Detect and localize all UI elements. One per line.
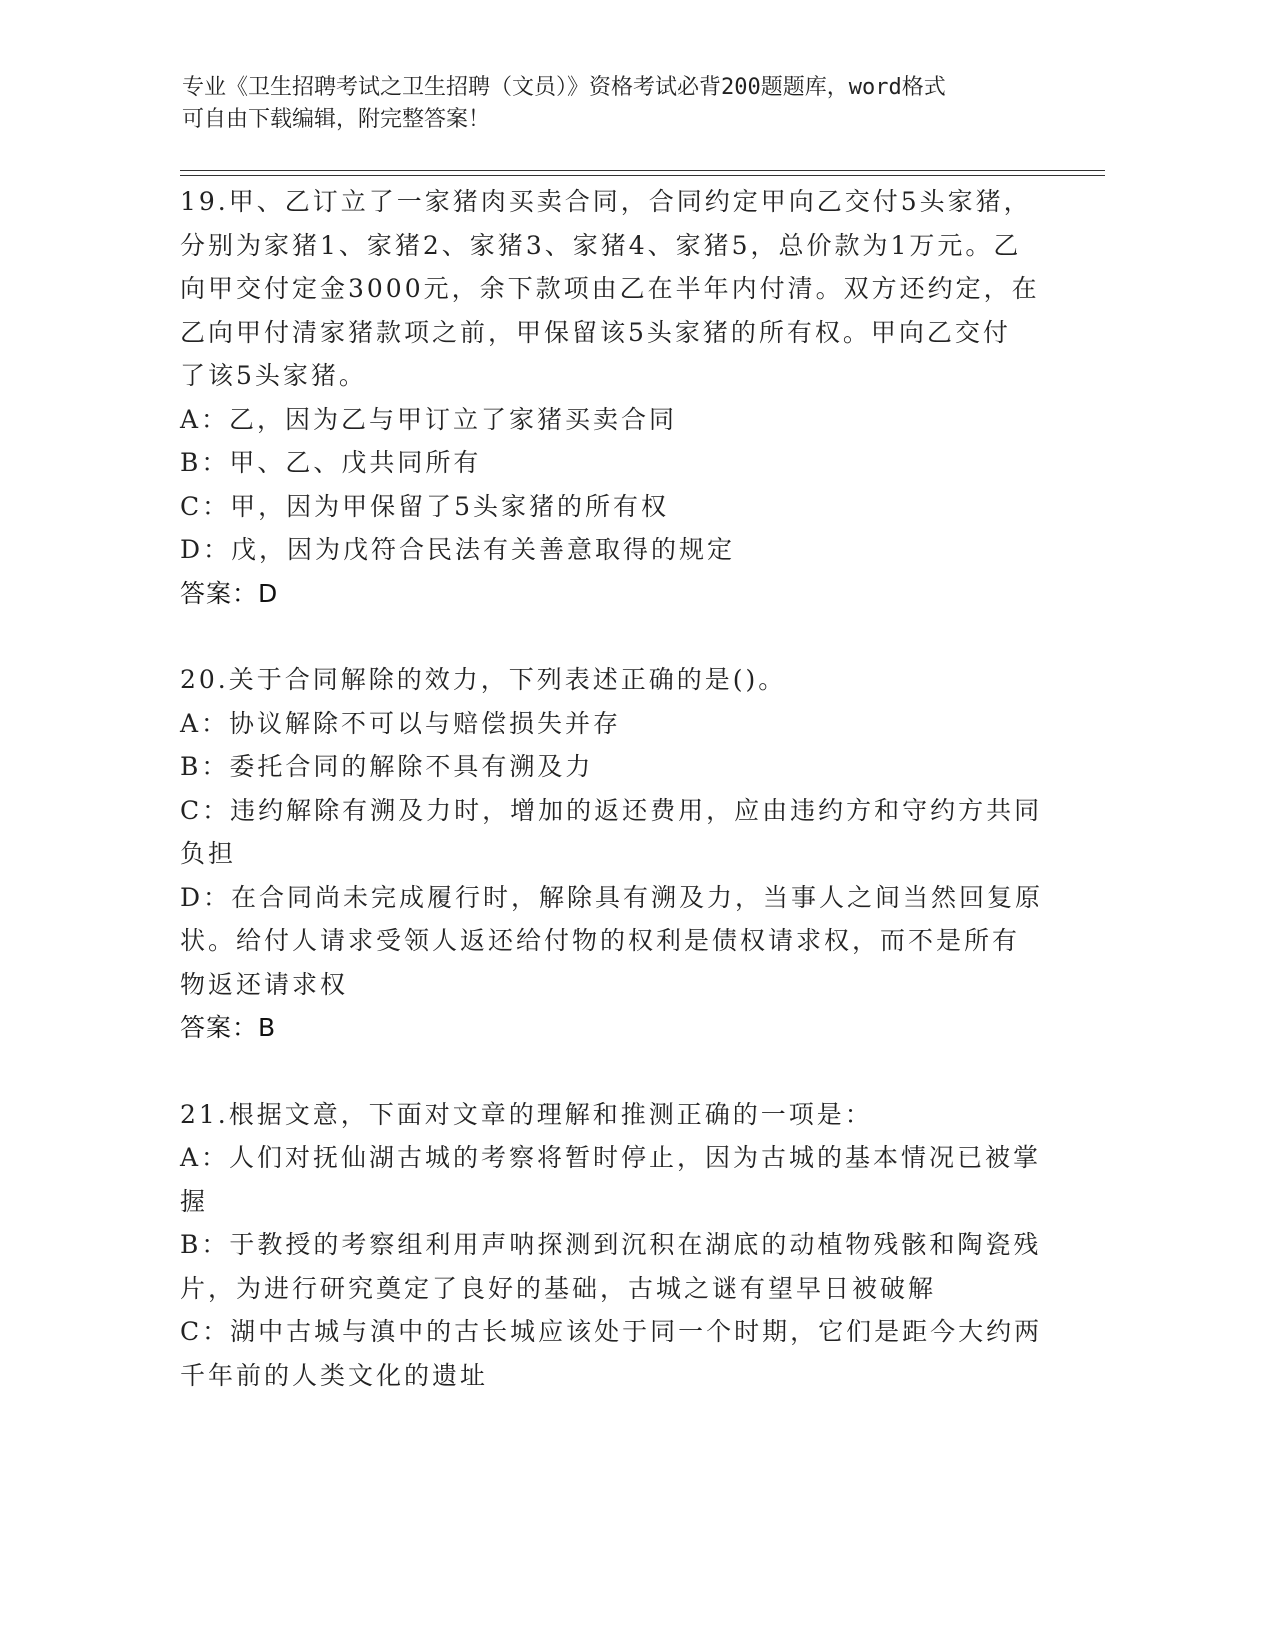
header-title-line-1: 专业《卫生招聘考试之卫生招聘（文员）》资格考试必背200题题库，word格式 xyxy=(182,75,946,100)
question-stem-line: 了该5头家猪。 xyxy=(180,361,367,390)
option-c-continued: 负担 xyxy=(180,839,237,868)
option-d: D：戊，因为戊符合民法有关善意取得的规定 xyxy=(180,535,736,564)
option-b: B：委托合同的解除不具有溯及力 xyxy=(180,752,594,781)
option-a: A：乙，因为乙与甲订立了家猪买卖合同 xyxy=(180,404,678,434)
option-a-continued: 握 xyxy=(180,1186,209,1216)
option-d-continued: 状。给付人请求受领人返还给付物的权利是债权请求权，而不是所有 xyxy=(180,926,1021,955)
question-list xyxy=(180,180,1050,1397)
header-title-line-2: 可自由下载编辑，附完整答案！ xyxy=(182,107,491,132)
question-19 xyxy=(180,180,1050,615)
option-a: A：协议解除不可以与赔偿损失并存 xyxy=(180,708,622,738)
header-divider-top xyxy=(180,170,1105,171)
answer-line: 答案：B xyxy=(180,1013,277,1042)
question-20 xyxy=(180,658,1050,1050)
question-stem-line: 20.关于合同解除的效力，下列表述正确的是()。 xyxy=(180,665,787,694)
option-c: C：甲，因为甲保留了5头家猪的所有权 xyxy=(180,491,670,521)
question-21 xyxy=(180,1093,1050,1398)
question-stem-line: 向甲交付定金3000元，余下款项由乙在半年内付清。双方还约定，在 xyxy=(180,274,1040,303)
document-header xyxy=(182,72,1082,136)
option-c-continued: 千年前的人类文化的遗址 xyxy=(180,1360,489,1390)
header-divider-bottom xyxy=(180,175,1105,176)
question-stem-line: 19.甲、乙订立了一家猪肉买卖合同，合同约定甲向乙交付5头家猪， xyxy=(180,187,1032,216)
option-b: B：于教授的考察组利用声呐探测到沉积在湖底的动植物残骸和陶瓷残 xyxy=(180,1230,1042,1259)
option-c: C：湖中古城与滇中的古长城应该处于同一个时期，它们是距今大约两 xyxy=(180,1317,1043,1346)
option-c: C：违约解除有溯及力时，增加的返还费用，应由违约方和守约方共同 xyxy=(180,795,1043,825)
option-d-continued: 物返还请求权 xyxy=(180,969,349,999)
question-stem-line: 分别为家猪1、家猪2、家猪3、家猪4、家猪5，总价款为1万元。乙 xyxy=(180,230,1022,260)
option-d: D：在合同尚未完成履行时，解除具有溯及力，当事人之间当然回复原 xyxy=(180,882,1044,912)
option-b-continued: 片，为进行研究奠定了良好的基础，古城之谜有望早日被破解 xyxy=(180,1273,937,1303)
option-a: A：人们对抚仙湖古城的考察将暂时停止，因为古城的基本情况已被掌 xyxy=(180,1143,1042,1172)
option-b: B：甲、乙、戊共同所有 xyxy=(180,448,482,477)
question-stem-line: 21.根据文意，下面对文章的理解和推测正确的一项是： xyxy=(180,1099,873,1129)
answer-line: 答案：D xyxy=(180,578,279,608)
question-stem-line: 乙向甲付清家猪款项之前，甲保留该5头家猪的所有权。甲向乙交付 xyxy=(180,317,1011,347)
